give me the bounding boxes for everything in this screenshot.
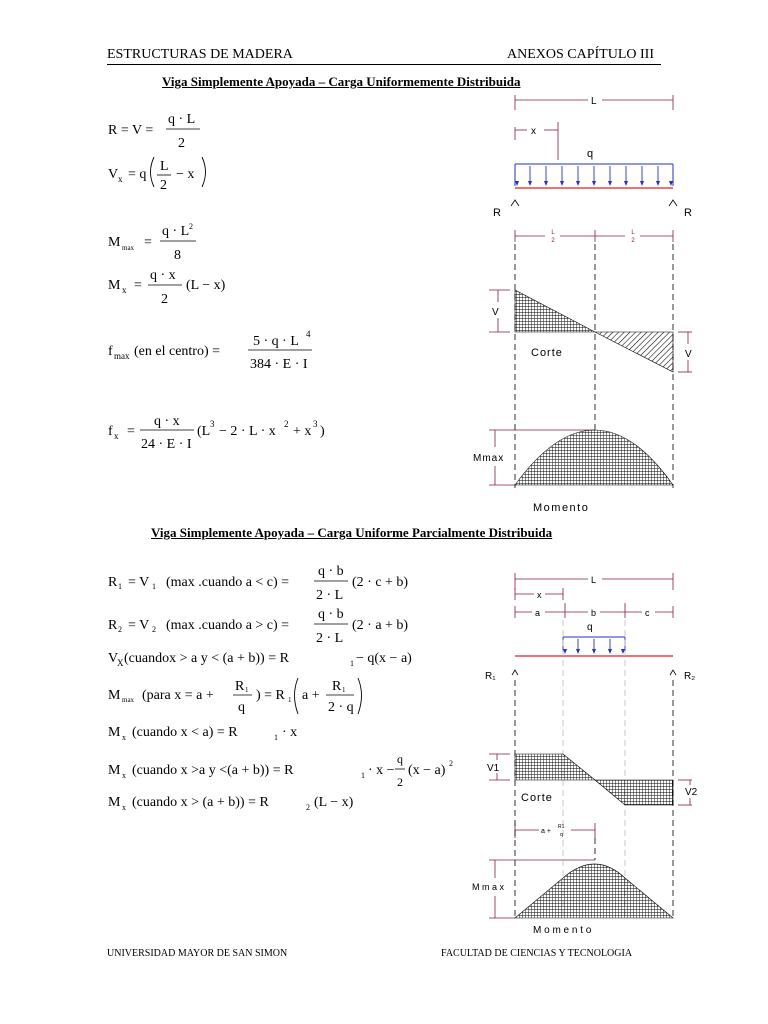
label2-L: L [591, 575, 597, 585]
svg-text:8: 8 [174, 248, 181, 263]
svg-text:): ) [320, 424, 325, 439]
svg-text:f: f [108, 424, 113, 439]
svg-text:2 · q: 2 · q [328, 700, 354, 715]
svg-text:q: q [397, 752, 403, 766]
svg-text:− x: − x [176, 167, 195, 182]
beam-diagram-1 [470, 92, 710, 522]
label2-momento: M o m e n t o [533, 925, 592, 936]
svg-text:· x: · x [282, 725, 298, 740]
label-momento: Momento [533, 502, 590, 514]
svg-text:x: x [122, 285, 127, 295]
svg-text:2: 2 [397, 775, 403, 789]
label2-mmax: M m a x [472, 882, 505, 892]
svg-text:q · b: q · b [318, 564, 344, 579]
svg-text:(L − x): (L − x) [186, 278, 226, 293]
svg-text:(x − a): (x − a) [408, 763, 446, 778]
label-mmax: Mmax [473, 453, 505, 464]
label2-corte: Corte [521, 792, 553, 804]
label-q: q [587, 148, 594, 160]
label2-c: c [645, 608, 650, 618]
svg-text:24 · E · I: 24 · E · I [141, 437, 192, 452]
svg-text:(2 · a + b): (2 · a + b) [352, 618, 409, 633]
svg-text:L: L [160, 159, 169, 174]
svg-text:(cuandox > a y < (a + b)) =: (cuandox > a y < (a + b)) = R [124, 651, 289, 666]
svg-text:2: 2 [189, 222, 193, 231]
label-half-left: 2 [551, 238, 555, 244]
section1-formulas [100, 105, 470, 465]
label-half-right: 2 [631, 238, 635, 244]
label-corte: Corte [531, 347, 563, 359]
svg-text:(2 · c + b): (2 · c + b) [352, 575, 409, 590]
svg-text:(cuando x >a y <(a + b)) =: (cuando x >a y <(a + b)) = R [132, 763, 294, 778]
svg-text:x: x [118, 174, 123, 184]
svg-text:= q: = q [128, 167, 147, 182]
label-r1-frac: R1 [558, 824, 565, 830]
section2-formulas [100, 558, 470, 818]
svg-text:2: 2 [449, 759, 453, 768]
section1-title: Viga Simplemente Apoyada – Carga Uniformemente Distribuida [162, 74, 521, 89]
shear-area-v1 [515, 754, 595, 780]
label-q-frac: q [560, 832, 563, 838]
label-V2: V2 [685, 787, 698, 798]
svg-text:=: = [134, 278, 142, 293]
svg-text:− 2 · L · x: − 2 · L · x [219, 424, 276, 439]
label-x: x [531, 126, 536, 137]
svg-text:x: x [122, 733, 126, 742]
svg-text:2: 2 [178, 136, 185, 151]
svg-text:= V: = V [128, 575, 150, 590]
svg-text:1: 1 [274, 733, 278, 742]
header-left: ESTRUCTURAS DE MADERA [107, 47, 293, 62]
svg-text:q · x: q · x [150, 268, 176, 283]
svg-text:R: R [108, 618, 118, 633]
svg-text:M: M [108, 235, 121, 250]
label-R-right: R [684, 207, 692, 219]
svg-text:2 · L: 2 · L [316, 588, 344, 603]
svg-text:− q(x − a): − q(x − a) [356, 651, 412, 666]
svg-text:M: M [108, 763, 121, 778]
svg-text:max: max [122, 244, 135, 252]
svg-text:=: = [144, 235, 152, 250]
label-R-left: R [493, 207, 501, 219]
shear-area-v2 [595, 780, 673, 805]
beam-diagram-2 [470, 570, 710, 940]
svg-text:1: 1 [361, 771, 365, 780]
svg-text:4: 4 [306, 329, 311, 339]
svg-text:M: M [108, 725, 121, 740]
svg-text:R = V =: R = V = [108, 123, 154, 138]
footer-right: FACULTAD DE CIENCIAS Y TECNOLOGIA [441, 948, 633, 959]
svg-text:q · x: q · x [154, 414, 180, 429]
label-V-right: V [685, 349, 692, 360]
footer-left: UNIVERSIDAD MAYOR DE SAN SIMON [107, 948, 288, 959]
svg-text:L: L [631, 230, 635, 236]
svg-text:2 · L: 2 · L [316, 631, 344, 646]
svg-text:R: R [108, 575, 118, 590]
label-L: L [591, 96, 597, 107]
svg-text:q: q [238, 700, 245, 715]
svg-text:f: f [108, 344, 113, 359]
svg-text:2: 2 [160, 178, 167, 193]
svg-text:M: M [108, 688, 121, 703]
svg-text:(L − x): (L − x) [314, 795, 354, 810]
svg-text:(L: (L [197, 424, 211, 439]
header-right: ANEXOS CAPÍTULO III [507, 47, 654, 62]
svg-text:2: 2 [118, 625, 122, 634]
svg-text:V: V [108, 651, 119, 666]
svg-text:V: V [108, 167, 119, 182]
svg-text:1: 1 [245, 686, 249, 694]
svg-text:1: 1 [118, 582, 122, 591]
svg-text:x: x [114, 431, 119, 441]
svg-text:x: x [122, 771, 126, 780]
svg-text:max: max [122, 696, 135, 704]
svg-text:1: 1 [288, 696, 292, 704]
svg-text:M: M [108, 795, 121, 810]
label2-x: x [537, 590, 542, 600]
label-R2: R₂ [684, 671, 696, 682]
svg-text:3: 3 [313, 419, 318, 429]
svg-text:2: 2 [306, 803, 310, 812]
svg-text:+ x: + x [293, 424, 312, 439]
svg-text:5 · q · L: 5 · q · L [253, 334, 299, 349]
svg-text:M: M [108, 278, 121, 293]
svg-text:max: max [114, 351, 130, 361]
svg-text:a +: a + [302, 688, 320, 703]
svg-text:2: 2 [152, 625, 156, 634]
svg-text:1: 1 [152, 582, 156, 591]
svg-text:R: R [235, 679, 245, 694]
moment-area-2 [515, 864, 673, 918]
svg-text:=: = [127, 424, 135, 439]
svg-text:L: L [551, 230, 555, 236]
label-a-plus: a + [541, 828, 551, 835]
moment-area-1 [515, 430, 673, 485]
svg-text:= V: = V [128, 618, 150, 633]
svg-text:(para x = a +: (para x = a + [142, 688, 214, 703]
label2-q: q [587, 622, 593, 633]
svg-text:q · L: q · L [162, 224, 190, 239]
label-V1: V1 [487, 763, 500, 774]
svg-text:(max .cuando a > c) =: (max .cuando a > c) = [166, 618, 290, 633]
svg-text:(max .cuando a < c) =: (max .cuando a < c) = [166, 575, 290, 590]
svg-text:3: 3 [210, 419, 215, 429]
svg-text:· x −: · x − [368, 763, 395, 778]
header-rule [107, 64, 661, 65]
svg-text:R: R [332, 679, 342, 694]
svg-text:2: 2 [161, 292, 168, 307]
svg-text:1: 1 [342, 686, 346, 694]
svg-text:q · L: q · L [168, 112, 196, 127]
svg-text:(cuando x < a) = R: (cuando x < a) = R [132, 725, 238, 740]
svg-text:(cuando x > (a + b)) = R: (cuando x > (a + b)) = R [132, 795, 269, 810]
label-V-left: V [492, 307, 499, 318]
svg-text:384 · E · I: 384 · E · I [250, 357, 308, 372]
shear-area-negative [595, 332, 673, 372]
section2-title: Viga Simplemente Apoyada – Carga Uniforme Parcialmente Distribuida [151, 525, 553, 540]
shear-area-positive [515, 290, 595, 332]
svg-text:(en el centro) =: (en el centro) = [134, 344, 221, 359]
svg-text:1: 1 [350, 659, 354, 668]
label2-a: a [535, 608, 541, 618]
svg-text:X: X [117, 658, 124, 668]
label-R1: R₁ [485, 671, 496, 682]
svg-text:q · b: q · b [318, 607, 344, 622]
svg-text:2: 2 [284, 419, 289, 429]
svg-text:) = R: ) = R [256, 688, 285, 703]
label2-b: b [591, 608, 597, 618]
svg-text:x: x [122, 803, 126, 812]
